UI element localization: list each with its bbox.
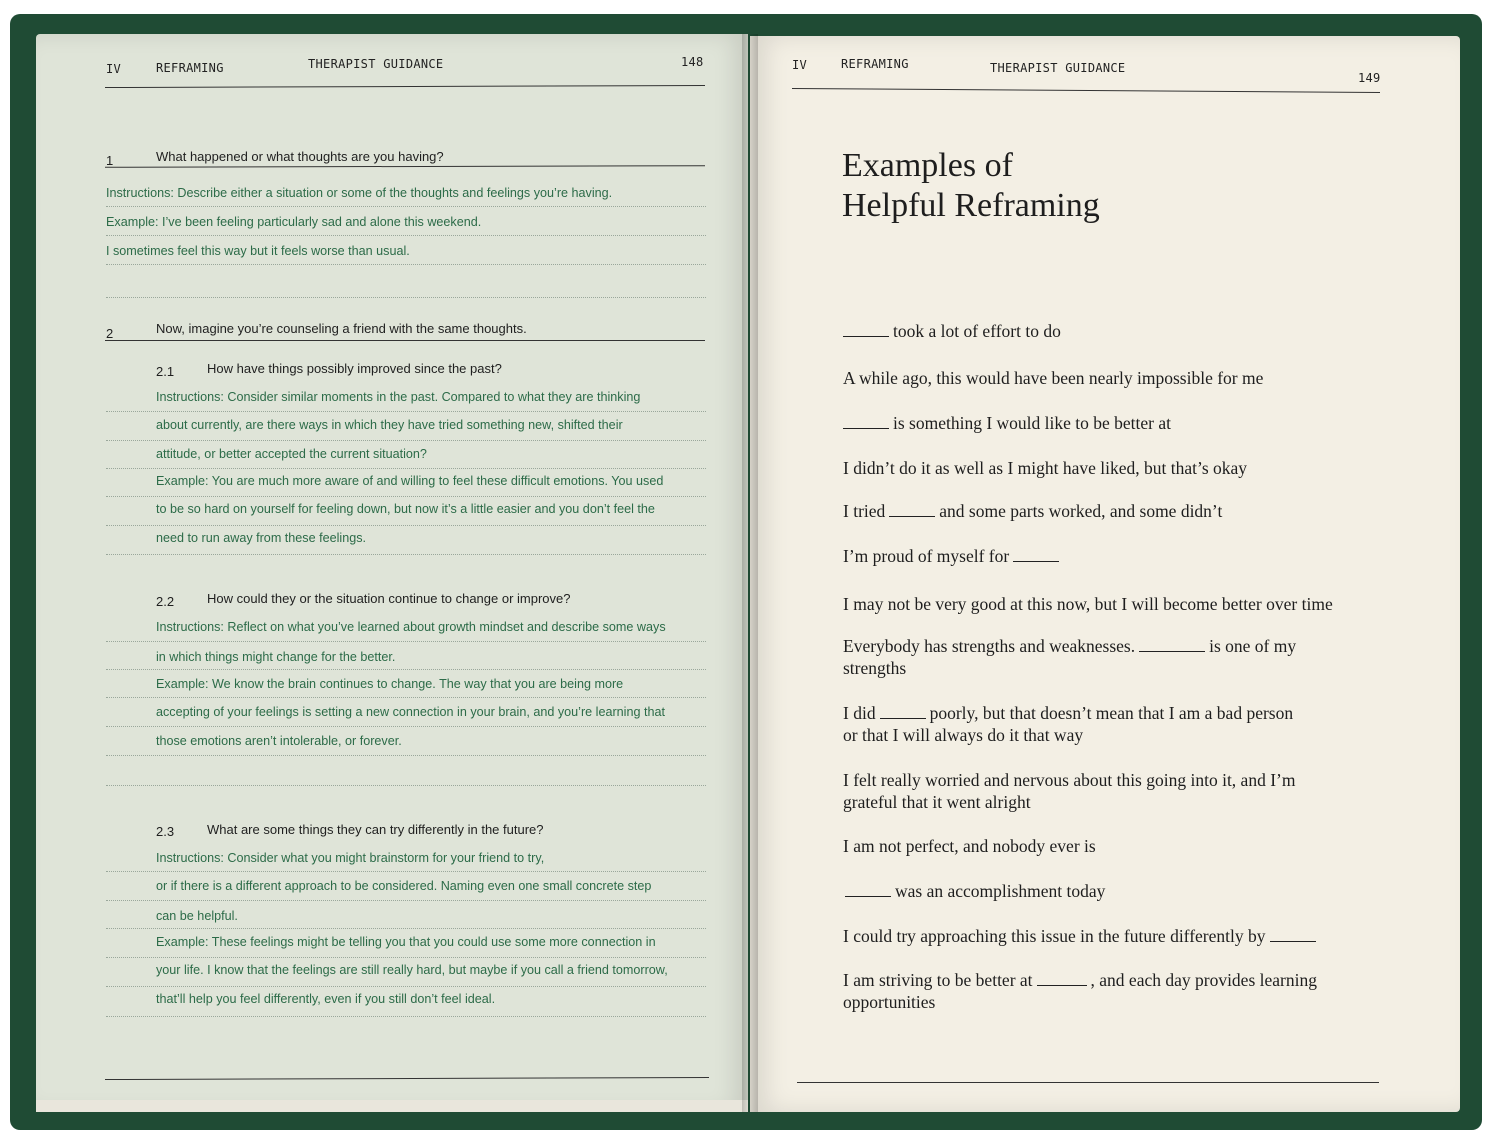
answer-dotted-line	[106, 871, 706, 872]
question-2-rule	[105, 340, 705, 341]
answer-dotted-line	[106, 900, 706, 901]
answer-dotted-line	[106, 554, 706, 555]
book-gutter	[742, 34, 758, 1112]
question-2-1-line: to be so hard on yourself for feeling down, but now it’s a little easier and you don’t feel the	[156, 502, 655, 516]
reframe-item: I may not be very good at this now, but I will become better over time	[843, 594, 1333, 614]
answer-dotted-line	[106, 755, 706, 756]
question-2-3-line: can be helpful.	[156, 909, 238, 923]
right-page-number: 149	[1358, 71, 1381, 85]
right-footer-rule	[797, 1082, 1379, 1083]
question-2-1-line: attitude, or better accepted the current situation?	[156, 447, 427, 461]
reframe-item: I could try approaching this issue in the future differently by	[843, 925, 1320, 947]
question-2-1-number: 2.1	[156, 364, 175, 379]
question-2-title: Now, imagine you’re counseling a friend with the same thoughts.	[156, 321, 527, 336]
reframe-item: I tried and some parts worked, and some didn’t	[843, 501, 1223, 521]
question-2-number: 2	[106, 326, 114, 341]
question-2-3-line: or if there is a different approach to be considered. Naming even one small concrete step	[156, 879, 652, 893]
page-edges-bottom	[36, 1100, 748, 1112]
left-header-chapter: REFRAMING	[156, 61, 224, 75]
question-2-1-line: Example: You are much more aware of and willing to feel these difficult emotions. You used	[156, 474, 664, 488]
right-header-label: THERAPIST GUIDANCE	[990, 61, 1126, 75]
page-title-line-1: Examples of	[842, 147, 1013, 184]
fill-in-blank	[1270, 929, 1316, 942]
question-1-title: What happened or what thoughts are you having?	[156, 149, 444, 164]
reframe-item: is something I would like to be better at	[843, 412, 1171, 434]
question-2-3-title: What are some things they can try differently in the future?	[207, 822, 544, 837]
page-title	[842, 146, 1100, 226]
question-2-3-line: Instructions: Consider what you might brainstorm for your friend to try,	[156, 851, 545, 865]
fill-in-blank	[1013, 549, 1059, 562]
reframe-item: Everybody has strengths and weaknesses. is one of my strengths	[843, 636, 1297, 678]
fill-in-blank	[845, 884, 891, 897]
answer-dotted-line	[106, 1016, 706, 1017]
question-2-3-line: Example: These feelings might be telling you that you could use some more connection in	[156, 935, 656, 949]
question-2-2-number: 2.2	[156, 594, 175, 609]
question-2-1-line: need to run away from these feelings.	[156, 531, 367, 545]
reframe-item: I am striving to be better at , and each day provides learning opportunities	[843, 970, 1317, 1012]
right-header-chapter: REFRAMING	[841, 57, 909, 71]
reframe-item: I did poorly, but that doesn’t mean that I am a bad person or that I will always do it that way	[843, 703, 1294, 745]
reframe-item: I didn’t do it as well as I might have liked, but that’s okay	[843, 458, 1248, 478]
reframe-item: A while ago, this would have been nearly impossible for me	[843, 368, 1264, 388]
answer-dotted-line	[106, 641, 706, 642]
reframe-item: I felt really worried and nervous about this going into it, and I’m grateful that it went alright	[843, 770, 1296, 812]
answer-dotted-line	[106, 697, 706, 698]
answer-dotted-line	[106, 297, 706, 298]
reframe-item: I am not perfect, and nobody ever is	[843, 836, 1096, 856]
left-header-section: IV	[106, 62, 122, 76]
question-2-2-line: Instructions: Reflect on what you’ve learned about growth mindset and describe some ways	[156, 620, 666, 634]
reframe-item: took a lot of effort to do	[843, 320, 1061, 342]
question-2-3-line: your life. I know that the feelings are still really hard, but maybe if you call a friend tomorrow,	[156, 963, 668, 977]
question-1-line: Example: I’ve been feeling particularly sad and alone this weekend.	[106, 215, 482, 229]
question-2-1-line: about currently, are there ways in which they have tried something new, shifted their	[156, 418, 623, 432]
question-2-2-title: How could they or the situation continue to change or improve?	[207, 591, 571, 606]
question-2-1-line: Instructions: Consider similar moments in the past. Compared to what they are thinking	[156, 390, 641, 404]
answer-dotted-line	[106, 928, 706, 929]
page-title-line-2: Helpful Reframing	[842, 187, 1100, 224]
left-page-number: 148	[681, 55, 704, 69]
answer-dotted-line	[106, 440, 706, 441]
reframe-item: I’m proud of myself for	[843, 545, 1063, 567]
question-2-3-number: 2.3	[156, 824, 175, 839]
question-2-2-line: those emotions aren’t intolerable, or forever.	[156, 734, 402, 748]
fill-in-blank	[880, 706, 926, 719]
fill-in-blank	[843, 324, 889, 337]
left-header-label: THERAPIST GUIDANCE	[308, 57, 444, 71]
question-1-line: Instructions: Describe either a situation or some of the thoughts and feelings you’re having.	[106, 186, 613, 200]
question-2-2-line: in which things might change for the better.	[156, 650, 396, 664]
question-2-3-line: that’ll help you feel differently, even if you still don’t feel ideal.	[156, 992, 496, 1006]
answer-dotted-line	[106, 669, 706, 670]
question-1-line: I sometimes feel this way but it feels worse than usual.	[106, 244, 410, 258]
question-2-2-line: accepting of your feelings is setting a new connection in your brain, and you’re learning that	[156, 705, 665, 719]
answer-dotted-line	[106, 957, 706, 958]
answer-dotted-line	[106, 525, 706, 526]
question-2-2-line: Example: We know the brain continues to change. The way that you are being more	[156, 677, 624, 691]
answer-dotted-line	[106, 496, 706, 497]
answer-dotted-line	[106, 726, 706, 727]
answer-dotted-line	[106, 986, 706, 987]
fill-in-blank	[843, 416, 889, 429]
answer-dotted-line	[106, 411, 706, 412]
fill-in-blank	[889, 504, 935, 517]
question-1-number: 1	[106, 153, 114, 168]
answer-dotted-line	[106, 235, 706, 236]
answer-dotted-line	[106, 264, 706, 265]
question-2-1-title: How have things possibly improved since the past?	[207, 361, 502, 376]
fill-in-blank	[1139, 639, 1205, 652]
reframe-item: was an accomplishment today	[843, 880, 1105, 902]
fill-in-blank	[1037, 973, 1087, 986]
answer-dotted-line	[106, 206, 706, 207]
right-header-section: IV	[792, 58, 808, 72]
answer-dotted-line	[106, 785, 706, 786]
answer-dotted-line	[106, 468, 706, 469]
